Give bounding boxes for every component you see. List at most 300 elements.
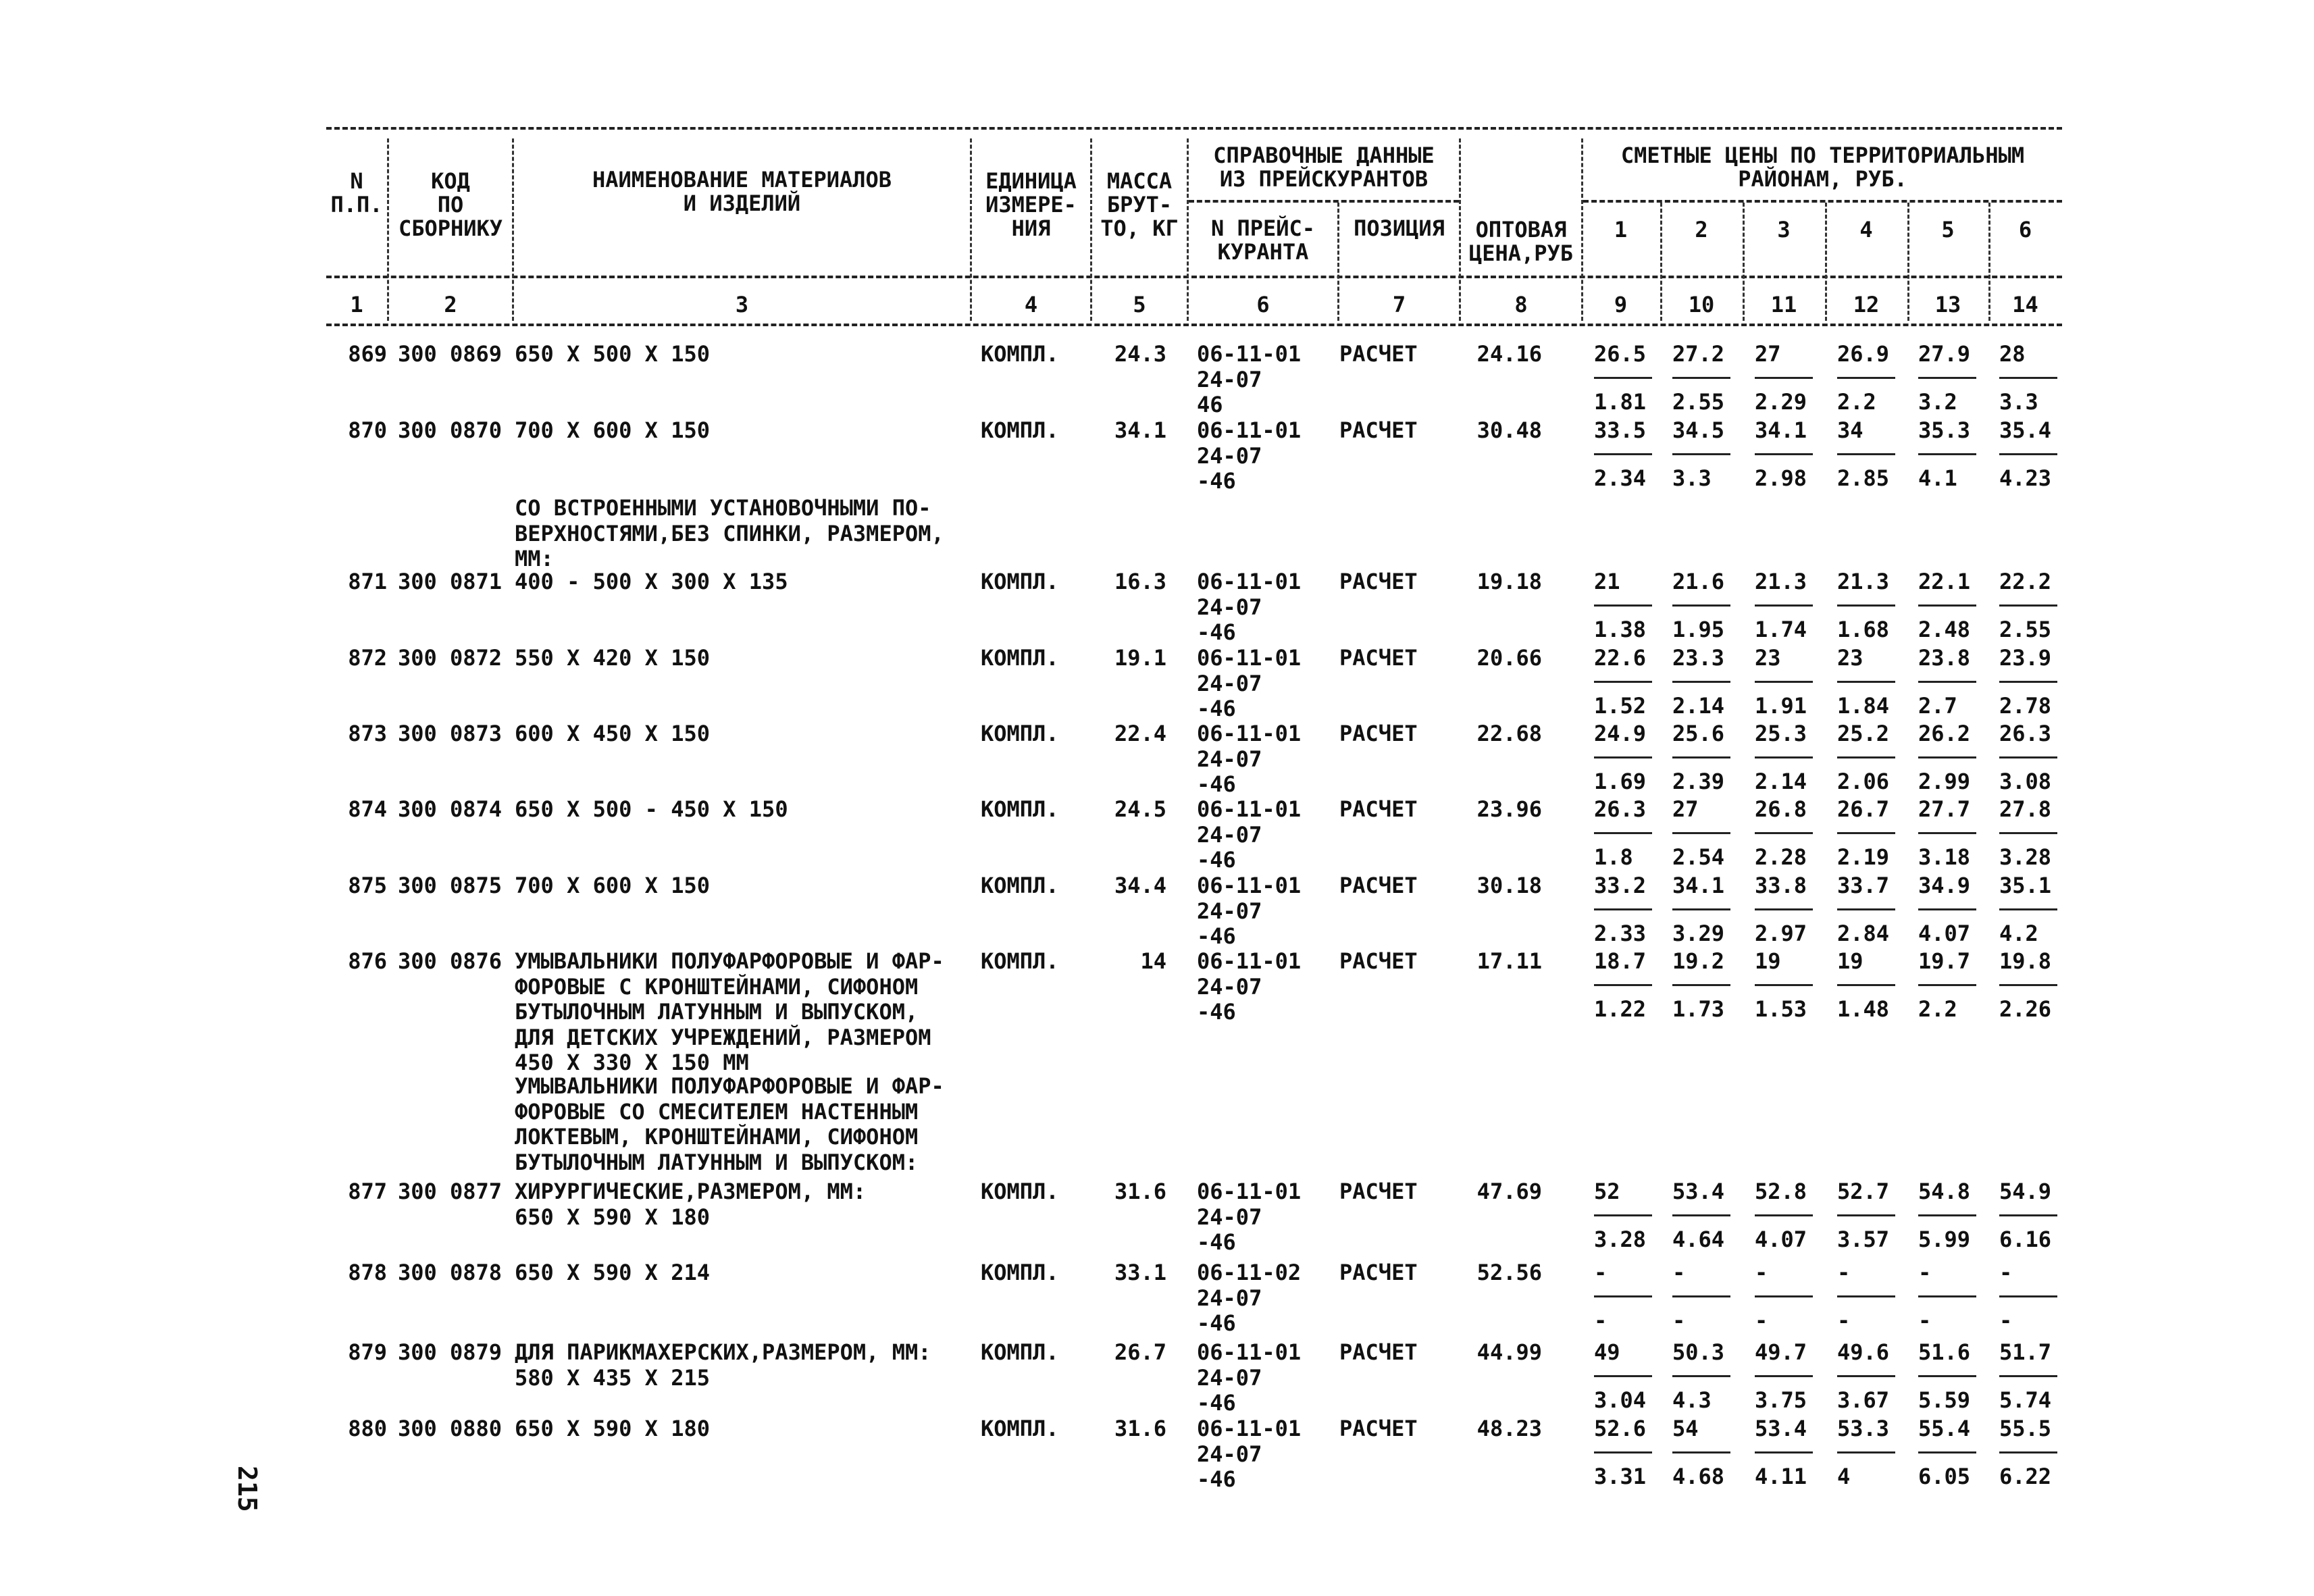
estimated-price: 34.1 xyxy=(1755,417,1807,443)
subheader-rule xyxy=(1583,200,2062,203)
estimated-price: 22.6 xyxy=(1594,645,1647,671)
fraction-line xyxy=(1999,908,2057,910)
column-number: 7 xyxy=(1392,292,1406,317)
header-reference-group-line-1: СПРАВОЧНЫЕ ДАННЫЕ xyxy=(1213,143,1435,168)
gross-mass: 14 xyxy=(1140,948,1166,974)
estimated-price-denominator: 2.33 xyxy=(1594,921,1647,946)
wholesale-price: 19.18 xyxy=(1476,569,1542,594)
material-name: 700 X 600 X 150 xyxy=(515,417,710,443)
wholesale-price: 24.16 xyxy=(1476,341,1542,367)
estimated-price: 54.8 xyxy=(1918,1179,1971,1204)
fraction-line xyxy=(1837,1214,1895,1216)
wholesale-price: 48.23 xyxy=(1476,1416,1542,1441)
price-list-number: 24-07 xyxy=(1197,1204,1262,1230)
fraction-line xyxy=(1837,604,1895,607)
fraction-line xyxy=(1999,377,2057,379)
estimated-price-denominator: 2.85 xyxy=(1837,465,1890,491)
estimated-price-denominator: 4 xyxy=(1837,1464,1851,1489)
fraction-line xyxy=(1594,377,1652,379)
estimated-price: 21.3 xyxy=(1837,569,1890,594)
estimated-price: 21.6 xyxy=(1672,569,1725,594)
estimated-price-denominator: 2.28 xyxy=(1755,844,1807,870)
estimated-price: 23 xyxy=(1755,645,1781,671)
row-number: 873 xyxy=(348,721,387,746)
price-list-number: 24-07 xyxy=(1197,821,1262,848)
estimated-price-denominator: - xyxy=(1672,1308,1686,1333)
estimated-price-denominator: 2.55 xyxy=(1999,617,2052,642)
header-position: ПОЗИЦИЯ xyxy=(1354,215,1445,241)
position: РАСЧЕТ xyxy=(1339,569,1418,594)
gross-mass: 31.6 xyxy=(1114,1416,1166,1441)
estimated-price: 23 xyxy=(1837,645,1863,671)
price-list-number: -46 xyxy=(1197,1310,1236,1336)
estimated-price-denominator: 2.78 xyxy=(1999,693,2052,719)
estimated-price-denominator: 1.52 xyxy=(1594,693,1647,719)
column-number: 13 xyxy=(1934,292,1961,317)
estimated-price-denominator: 1.53 xyxy=(1755,996,1807,1022)
estimated-price: - xyxy=(1918,1260,1932,1285)
material-name: 650 X 590 X 214 xyxy=(515,1260,710,1285)
fraction-line xyxy=(1672,984,1730,986)
gross-mass: 34.4 xyxy=(1114,873,1166,898)
estimated-price-denominator: 2.98 xyxy=(1755,465,1807,491)
estimated-price: 49 xyxy=(1594,1339,1620,1365)
column-number: 6 xyxy=(1256,292,1270,317)
header-region: 5 xyxy=(1941,217,1955,242)
fraction-line xyxy=(1918,377,1976,379)
estimated-price: 33.5 xyxy=(1594,417,1647,443)
fraction-line xyxy=(1755,756,1813,758)
estimated-price-denominator: 3.2 xyxy=(1918,389,1957,415)
estimated-price: 52.6 xyxy=(1594,1416,1647,1441)
header-region: 4 xyxy=(1859,217,1873,242)
price-list-number: 24-07 xyxy=(1197,1364,1262,1391)
unit: КОМПЛ. xyxy=(981,721,1059,746)
price-list-number: 24-07 xyxy=(1197,442,1262,469)
estimated-price-denominator: 3.3 xyxy=(1999,389,2038,415)
row-number: 879 xyxy=(348,1339,387,1365)
row-number: 870 xyxy=(348,417,387,443)
unit: КОМПЛ. xyxy=(981,645,1059,671)
header-wholesale-line-1: ОПТОВАЯ xyxy=(1475,217,1567,242)
fraction-line xyxy=(1755,1214,1813,1216)
estimated-price-denominator: 1.73 xyxy=(1672,996,1725,1022)
price-list-number: -46 xyxy=(1197,1466,1236,1492)
estimated-price-denominator: 3.75 xyxy=(1755,1387,1807,1413)
estimated-price-denominator: 4.07 xyxy=(1755,1227,1807,1252)
estimated-price: 34 xyxy=(1837,417,1863,443)
estimated-price: 52.8 xyxy=(1755,1179,1807,1204)
estimated-price: 19 xyxy=(1755,948,1781,974)
fraction-line xyxy=(1672,453,1730,455)
gross-mass: 24.5 xyxy=(1114,796,1166,822)
wholesale-price: 17.11 xyxy=(1476,948,1542,974)
material-name: БУТЫЛОЧНЫМ ЛАТУННЫМ И ВЫПУСКОМ, xyxy=(515,999,919,1025)
price-list-number: -46 xyxy=(1197,923,1236,949)
estimated-price: 34.9 xyxy=(1918,873,1971,898)
estimated-price: 53.4 xyxy=(1672,1179,1725,1204)
position: РАСЧЕТ xyxy=(1339,645,1418,671)
fraction-line xyxy=(1672,1451,1730,1453)
estimated-price: 26.9 xyxy=(1837,341,1890,367)
estimated-price-denominator: 3.3 xyxy=(1672,465,1712,491)
estimated-price-denominator: 3.67 xyxy=(1837,1387,1890,1413)
estimated-price-denominator: 3.28 xyxy=(1999,844,2052,870)
estimated-price: 27.8 xyxy=(1999,796,2052,822)
material-name: 650 X 590 X 180 xyxy=(515,1416,710,1441)
gross-mass: 19.1 xyxy=(1114,645,1166,671)
fraction-line xyxy=(1594,832,1652,834)
fraction-line xyxy=(1918,1375,1976,1377)
fraction-line xyxy=(1999,984,2057,986)
row-number: 875 xyxy=(348,873,387,898)
material-name: 450 X 330 X 150 ММ xyxy=(515,1050,749,1075)
fraction-line xyxy=(1755,604,1813,607)
estimated-price: 53.3 xyxy=(1837,1416,1890,1441)
wholesale-price: 30.18 xyxy=(1476,873,1542,898)
estimated-price-denominator: 2.54 xyxy=(1672,844,1725,870)
material-name: 600 X 450 X 150 xyxy=(515,721,710,746)
gross-mass: 34.1 xyxy=(1114,417,1166,443)
estimated-price-denominator: 1.8 xyxy=(1594,844,1633,870)
estimated-price: 22.2 xyxy=(1999,569,2052,594)
fraction-line xyxy=(1837,377,1895,379)
fraction-line xyxy=(1755,1451,1813,1453)
price-list-number: 24-07 xyxy=(1197,594,1262,620)
position: РАСЧЕТ xyxy=(1339,1179,1418,1204)
material-name: 700 X 600 X 150 xyxy=(515,873,710,898)
column-number: 12 xyxy=(1853,292,1880,317)
position: РАСЧЕТ xyxy=(1339,1339,1418,1365)
estimated-price-denominator: 2.7 xyxy=(1918,693,1957,719)
fraction-line xyxy=(1672,908,1730,910)
position: РАСЧЕТ xyxy=(1339,417,1418,443)
estimated-price: - xyxy=(1837,1260,1851,1285)
header-unit-line-3: НИЯ xyxy=(1011,215,1051,241)
material-code: 300 0873 xyxy=(397,721,503,746)
estimated-price: 27.9 xyxy=(1918,341,1971,367)
row-number: 869 xyxy=(348,341,387,367)
unit: КОМПЛ. xyxy=(981,1179,1059,1204)
fraction-line xyxy=(1999,1214,2057,1216)
fraction-line xyxy=(1918,1214,1976,1216)
header-wholesale-line-2: ЦЕНА,РУБ xyxy=(1468,240,1574,266)
estimated-price-denominator: 2.34 xyxy=(1594,465,1647,491)
fraction-line xyxy=(1918,984,1976,986)
estimated-price: 53.4 xyxy=(1755,1416,1807,1441)
fraction-line xyxy=(1999,681,2057,683)
estimated-price-denominator: 6.05 xyxy=(1918,1464,1971,1489)
material-code: 300 0869 xyxy=(397,341,503,367)
estimated-price-denominator: 1.84 xyxy=(1837,693,1890,719)
material-name: 650 X 500 - 450 X 150 xyxy=(515,796,788,822)
row-number: 877 xyxy=(348,1179,387,1204)
column-number: 3 xyxy=(735,292,749,317)
fraction-line xyxy=(1918,1451,1976,1453)
fraction-line xyxy=(1837,984,1895,986)
fraction-line xyxy=(1594,604,1652,607)
fraction-line xyxy=(1594,984,1652,986)
header-code-line-2: ПО xyxy=(437,192,464,217)
material-name: 650 X 590 X 180 xyxy=(515,1204,710,1230)
wholesale-price: 23.96 xyxy=(1476,796,1542,822)
price-list-number: -46 xyxy=(1197,847,1236,873)
unit: КОМПЛ. xyxy=(981,341,1059,367)
fraction-line xyxy=(1755,1295,1813,1297)
header-region: 2 xyxy=(1695,217,1708,242)
estimated-price: - xyxy=(1672,1260,1686,1285)
unit: КОМПЛ. xyxy=(981,1416,1059,1441)
column-number: 8 xyxy=(1514,292,1528,317)
material-name: 650 X 500 X 150 xyxy=(515,341,710,367)
material-name: 580 X 435 X 215 xyxy=(515,1364,710,1391)
fraction-line xyxy=(1837,1295,1895,1297)
header-estimated-prices-line-2: РАЙОНАМ, РУБ. xyxy=(1738,166,1907,192)
fraction-line xyxy=(1837,832,1895,834)
fraction-line xyxy=(1594,1214,1652,1216)
estimated-price-denominator: 1.81 xyxy=(1594,389,1647,415)
estimated-price: 18.7 xyxy=(1594,948,1647,974)
estimated-price-denominator: 2.26 xyxy=(1999,996,2052,1022)
material-name: 550 X 420 X 150 xyxy=(515,645,710,671)
estimated-price: 26.3 xyxy=(1594,796,1647,822)
estimated-price: 33.8 xyxy=(1755,873,1807,898)
price-list-number: 06-11-01 xyxy=(1197,1179,1302,1204)
estimated-price-denominator: 2.2 xyxy=(1918,996,1957,1022)
page-number: 215 xyxy=(232,1466,262,1512)
estimated-price-denominator: 1.69 xyxy=(1594,769,1647,794)
estimated-price: 33.7 xyxy=(1837,873,1890,898)
fraction-line xyxy=(1594,1375,1652,1377)
fraction-line xyxy=(1999,1295,2057,1297)
price-list-number: -46 xyxy=(1197,468,1236,494)
fraction-line xyxy=(1672,681,1730,683)
estimated-price-denominator: 2.97 xyxy=(1755,921,1807,946)
estimated-price-denominator: 4.3 xyxy=(1672,1387,1712,1413)
material-code: 300 0876 xyxy=(397,948,503,974)
fraction-line xyxy=(1755,377,1813,379)
estimated-price: 52.7 xyxy=(1837,1179,1890,1204)
material-code: 300 0870 xyxy=(397,417,503,443)
column-numbers-rule xyxy=(326,324,2062,326)
wholesale-price: 47.69 xyxy=(1476,1179,1542,1204)
column-number: 4 xyxy=(1024,292,1038,317)
column-number: 11 xyxy=(1770,292,1797,317)
header-row-number-line-1: N xyxy=(350,168,363,194)
estimated-price: 19 xyxy=(1837,948,1863,974)
header-region: 1 xyxy=(1614,217,1628,242)
price-list-number: 24-07 xyxy=(1197,898,1262,924)
position: РАСЧЕТ xyxy=(1339,1416,1418,1441)
estimated-price-denominator: 3.28 xyxy=(1594,1227,1647,1252)
wholesale-price: 22.68 xyxy=(1476,721,1542,746)
estimated-price-denominator: 1.22 xyxy=(1594,996,1647,1022)
estimated-price-denominator: 3.18 xyxy=(1918,844,1971,870)
fraction-line xyxy=(1594,453,1652,455)
price-list-number: 06-11-01 xyxy=(1197,1416,1302,1441)
gross-mass: 31.6 xyxy=(1114,1179,1166,1204)
estimated-price-denominator: 4.2 xyxy=(1999,921,2038,946)
estimated-price: 23.3 xyxy=(1672,645,1725,671)
price-list-number: 06-11-01 xyxy=(1197,569,1302,594)
header-mass-line-3: ТО, КГ xyxy=(1100,215,1179,241)
estimated-price: 54.9 xyxy=(1999,1179,2052,1204)
wholesale-price: 52.56 xyxy=(1476,1260,1542,1285)
fraction-line xyxy=(1837,681,1895,683)
material-name: ФОРОВЫЕ С КРОНШТЕЙНАМИ, СИФОНОМ xyxy=(515,973,919,1000)
estimated-price: 34.1 xyxy=(1672,873,1725,898)
fraction-line xyxy=(1999,1375,2057,1377)
column-number: 5 xyxy=(1133,292,1146,317)
estimated-price: 22.1 xyxy=(1918,569,1971,594)
estimated-price-denominator: 3.31 xyxy=(1594,1464,1647,1489)
fraction-line xyxy=(1672,1295,1730,1297)
gross-mass: 26.7 xyxy=(1114,1339,1166,1365)
material-code: 300 0877 xyxy=(397,1179,503,1204)
row-number: 876 xyxy=(348,948,387,974)
unit: КОМПЛ. xyxy=(981,1339,1059,1365)
estimated-price: 21 xyxy=(1594,569,1620,594)
estimated-price-denominator: - xyxy=(1594,1308,1608,1333)
estimated-price: 54 xyxy=(1672,1416,1699,1441)
price-list-number: 06-11-01 xyxy=(1197,1339,1302,1365)
header-unit-line-1: ЕДИНИЦА xyxy=(985,168,1077,194)
estimated-price: 26.5 xyxy=(1594,341,1647,367)
estimated-price-denominator: 2.48 xyxy=(1918,617,1971,642)
wholesale-price: 44.99 xyxy=(1476,1339,1542,1365)
fraction-line xyxy=(1672,832,1730,834)
header-mass-line-2: БРУТ- xyxy=(1106,192,1173,217)
row-number: 880 xyxy=(348,1416,387,1441)
estimated-price-denominator: 2.55 xyxy=(1672,389,1725,415)
group-description: ВЕРХНОСТЯМИ,БЕЗ СПИНКИ, РАЗМЕРОМ, xyxy=(515,520,944,546)
header-region: 3 xyxy=(1777,217,1791,242)
row-number: 872 xyxy=(348,645,387,671)
material-name: ХИРУРГИЧЕСКИЕ,РАЗМЕРОМ, ММ: xyxy=(515,1179,867,1204)
estimated-price: - xyxy=(1594,1260,1608,1285)
group-description: БУТЫЛОЧНЫМ ЛАТУННЫМ И ВЫПУСКОМ: xyxy=(515,1149,919,1175)
position: РАСЧЕТ xyxy=(1339,948,1418,974)
gross-mass: 22.4 xyxy=(1114,721,1166,746)
unit: КОМПЛ. xyxy=(981,569,1059,594)
estimated-price: 27 xyxy=(1672,796,1699,822)
position: РАСЧЕТ xyxy=(1339,1260,1418,1285)
gross-mass: 33.1 xyxy=(1114,1260,1166,1285)
fraction-line xyxy=(1672,1214,1730,1216)
estimated-price: 27.7 xyxy=(1918,796,1971,822)
estimated-price-denominator: 6.16 xyxy=(1999,1227,2052,1252)
unit: КОМПЛ. xyxy=(981,948,1059,974)
price-list-number: -46 xyxy=(1197,619,1236,645)
estimated-price-denominator: - xyxy=(1755,1308,1768,1333)
group-description: ММ: xyxy=(515,546,554,571)
group-description: УМЫВАЛЬНИКИ ПОЛУФАРФОРОВЫЕ И ФАР- xyxy=(515,1073,944,1099)
estimated-price-denominator: 2.84 xyxy=(1837,921,1890,946)
estimated-price-denominator: 3.29 xyxy=(1672,921,1725,946)
estimated-price: 23.8 xyxy=(1918,645,1971,671)
subheader-rule xyxy=(1189,200,1459,203)
fraction-line xyxy=(1999,832,2057,834)
price-list-number: -46 xyxy=(1197,1229,1236,1255)
price-list-number: 06-11-01 xyxy=(1197,796,1302,822)
header-code-line-3: СБОРНИКУ xyxy=(398,215,503,241)
price-list-number: 24-07 xyxy=(1197,1441,1262,1467)
estimated-price: 34.5 xyxy=(1672,417,1725,443)
header-row-number-line-2: П.П. xyxy=(330,192,383,217)
estimated-price: 19.2 xyxy=(1672,948,1725,974)
fraction-line xyxy=(1837,756,1895,758)
price-list-number: -46 xyxy=(1197,999,1236,1025)
estimated-price-denominator: 1.38 xyxy=(1594,617,1647,642)
fraction-line xyxy=(1672,756,1730,758)
fraction-line xyxy=(1999,756,2057,758)
fraction-line xyxy=(1755,908,1813,910)
fraction-line xyxy=(1672,377,1730,379)
fraction-line xyxy=(1918,453,1976,455)
estimated-price: - xyxy=(1755,1260,1768,1285)
fraction-line xyxy=(1672,604,1730,607)
row-number: 874 xyxy=(348,796,387,822)
estimated-price-denominator: - xyxy=(1999,1308,2013,1333)
estimated-price-denominator: 5.59 xyxy=(1918,1387,1971,1413)
estimated-price-denominator: 2.06 xyxy=(1837,769,1890,794)
material-name: УМЫВАЛЬНИКИ ПОЛУФАРФОРОВЫЕ И ФАР- xyxy=(515,948,944,974)
estimated-price: 24.9 xyxy=(1594,721,1647,746)
estimated-price: 21.3 xyxy=(1755,569,1807,594)
fraction-line xyxy=(1918,908,1976,910)
fraction-line xyxy=(1594,908,1652,910)
unit: КОМПЛ. xyxy=(981,417,1059,443)
position: РАСЧЕТ xyxy=(1339,796,1418,822)
estimated-price: 28 xyxy=(1999,341,2026,367)
price-list-number: 06-11-01 xyxy=(1197,873,1302,898)
estimated-price: 49.6 xyxy=(1837,1339,1890,1365)
price-list-number: 24-07 xyxy=(1197,366,1262,392)
estimated-price-denominator: 2.99 xyxy=(1918,769,1971,794)
column-number: 1 xyxy=(350,292,363,317)
fraction-line xyxy=(1594,1295,1652,1297)
row-number: 878 xyxy=(348,1260,387,1285)
fraction-line xyxy=(1837,453,1895,455)
group-description: ФОРОВЫЕ СО СМЕСИТЕЛЕМ НАСТЕННЫМ xyxy=(515,1098,919,1125)
estimated-price-denominator: 1.48 xyxy=(1837,996,1890,1022)
estimated-price-denominator: 5.99 xyxy=(1918,1227,1971,1252)
estimated-price: 26.3 xyxy=(1999,721,2052,746)
estimated-price: 19.8 xyxy=(1999,948,2052,974)
estimated-price-denominator: 4.11 xyxy=(1755,1464,1807,1489)
material-name: ДЛЯ ПАРИКМАХЕРСКИХ,РАЗМЕРОМ, ММ: xyxy=(515,1339,931,1365)
material-code: 300 0872 xyxy=(397,645,503,671)
estimated-price-denominator: 4.1 xyxy=(1918,465,1957,491)
price-list-number: -46 xyxy=(1197,771,1236,797)
material-code: 300 0875 xyxy=(397,873,503,898)
estimated-price: 33.2 xyxy=(1594,873,1647,898)
estimated-price: 50.3 xyxy=(1672,1339,1725,1365)
price-list-number: 24-07 xyxy=(1197,746,1262,772)
material-code: 300 0879 xyxy=(397,1339,503,1365)
estimated-price: 27.2 xyxy=(1672,341,1725,367)
price-list-number: 24-07 xyxy=(1197,973,1262,1000)
estimated-price: 26.7 xyxy=(1837,796,1890,822)
estimated-price-denominator: 5.74 xyxy=(1999,1387,2052,1413)
price-list-number: 24-07 xyxy=(1197,1285,1262,1311)
fraction-line xyxy=(1755,1375,1813,1377)
estimated-price-denominator: 3.57 xyxy=(1837,1227,1890,1252)
header-price-list-line-1: N ПРЕЙС- xyxy=(1210,215,1316,241)
estimated-price: 23.9 xyxy=(1999,645,2052,671)
position: РАСЧЕТ xyxy=(1339,341,1418,367)
wholesale-price: 20.66 xyxy=(1476,645,1542,671)
